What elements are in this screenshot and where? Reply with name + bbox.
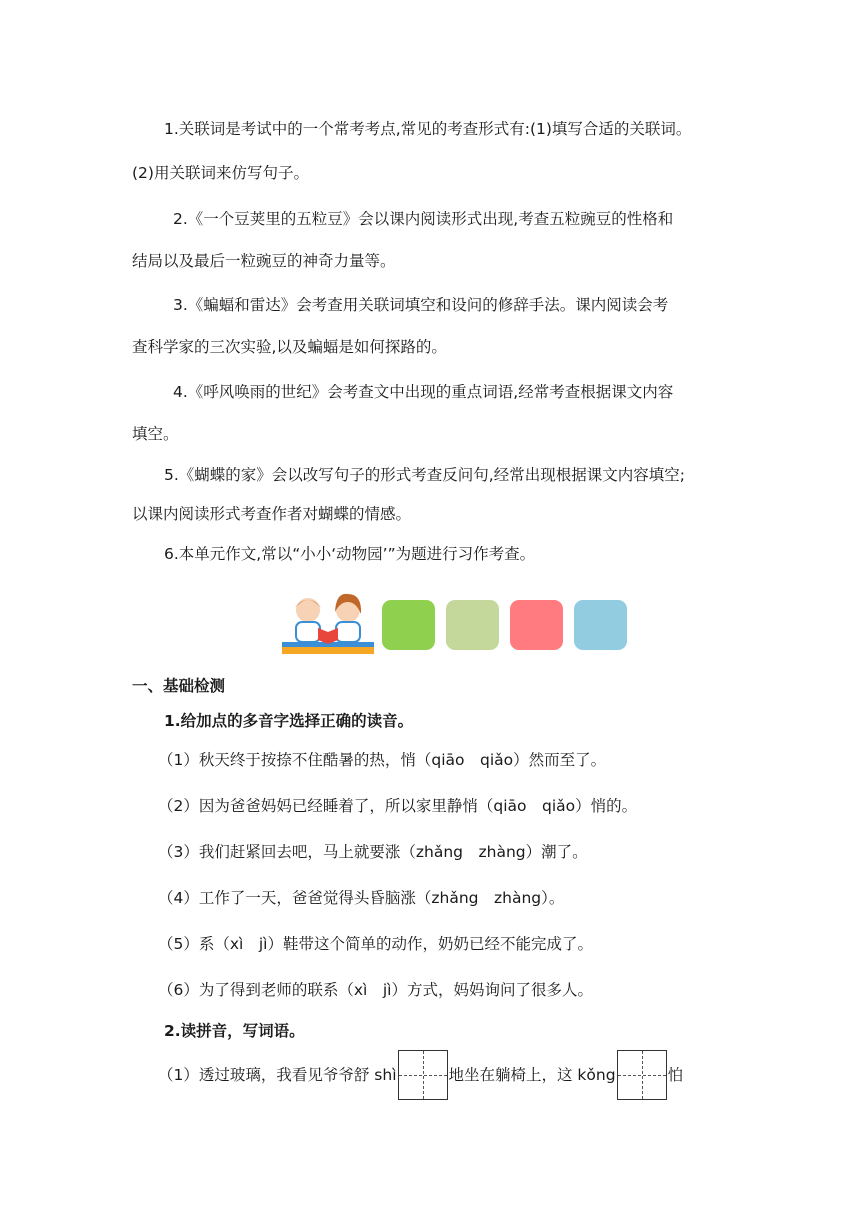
question-1-title: 1.给加点的多音字选择正确的读音。 <box>164 712 414 730</box>
color-block-pink <box>510 600 563 650</box>
intro-paragraph-4-line-1: 4.《呼风唤雨的世纪》会考查文中出现的重点词语,经常考查根据课文内容 <box>173 383 674 401</box>
character-box[interactable] <box>398 1050 448 1100</box>
intro-paragraph-1-line-1: 1.关联词是考试中的一个常考考点,常见的考查形式有:(1)填写合适的关联词。 <box>164 120 692 138</box>
intro-paragraph-3-line-1: 3.《蝙蝠和雷达》会考查用关联词填空和设问的修辞手法。课内阅读会考 <box>173 296 669 314</box>
question-1-item: （5）系（xì jì）鞋带这个简单的动作，奶奶已经不能完成了。 <box>158 935 593 953</box>
intro-paragraph-5-line-2: 以课内阅读形式考查作者对蝴蝶的情感。 <box>132 505 412 523</box>
question-1-item: （3）我们赶紧回去吧，马上就要涨（zhǎng zhàng）潮了。 <box>158 843 588 861</box>
question-2-text-c: 怕 <box>667 1066 684 1084</box>
intro-paragraph-3-line-2: 查科学家的三次实验,以及蝙蝠是如何探路的。 <box>132 338 447 356</box>
color-block-blue <box>574 600 627 650</box>
intro-paragraph-4-line-2: 填空。 <box>132 425 179 443</box>
section-heading: 一、基础检测 <box>132 677 226 695</box>
question-1-item: （4）工作了一天，爸爸觉得头昏脑涨（zhǎng zhàng）。 <box>158 889 565 907</box>
character-box[interactable] <box>617 1050 667 1100</box>
question-2-title: 2.读拼音，写词语。 <box>164 1022 305 1040</box>
intro-paragraph-2-line-2: 结局以及最后一粒豌豆的神奇力量等。 <box>132 252 396 270</box>
question-1-item: （1）秋天终于按捺不住酷暑的热，悄（qiāo qiǎo）然而至了。 <box>158 751 607 769</box>
intro-paragraph-6: 6.本单元作文,常以“小小‘动物园’”为题进行习作考查。 <box>164 545 536 563</box>
question-2-text-a: （1）透过玻璃，我看见爷爷舒 shì <box>158 1066 397 1084</box>
question-1-item: （2）因为爸爸妈妈已经睡着了，所以家里静悄（qiāo qiǎo）悄的。 <box>158 797 638 815</box>
color-block-green <box>382 600 435 650</box>
question-1-item: （6）为了得到老师的联系（xì jì）方式，妈妈询问了很多人。 <box>158 981 593 999</box>
students-reading-icon <box>280 588 376 658</box>
question-2-item-1 <box>158 1050 683 1100</box>
intro-paragraph-5-line-1: 5.《蝴蝶的家》会以改写句子的形式考查反问句,经常出现根据课文内容填空; <box>164 466 685 484</box>
question-2-text-b: 地坐在躺椅上，这 kǒng <box>448 1066 616 1084</box>
section-banner <box>280 588 640 658</box>
intro-paragraph-1-line-2: (2)用关联词来仿写句子。 <box>132 164 309 182</box>
color-block-olive <box>446 600 499 650</box>
intro-paragraph-2-line-1: 2.《一个豆荚里的五粒豆》会以课内阅读形式出现,考查五粒豌豆的性格和 <box>173 210 674 228</box>
